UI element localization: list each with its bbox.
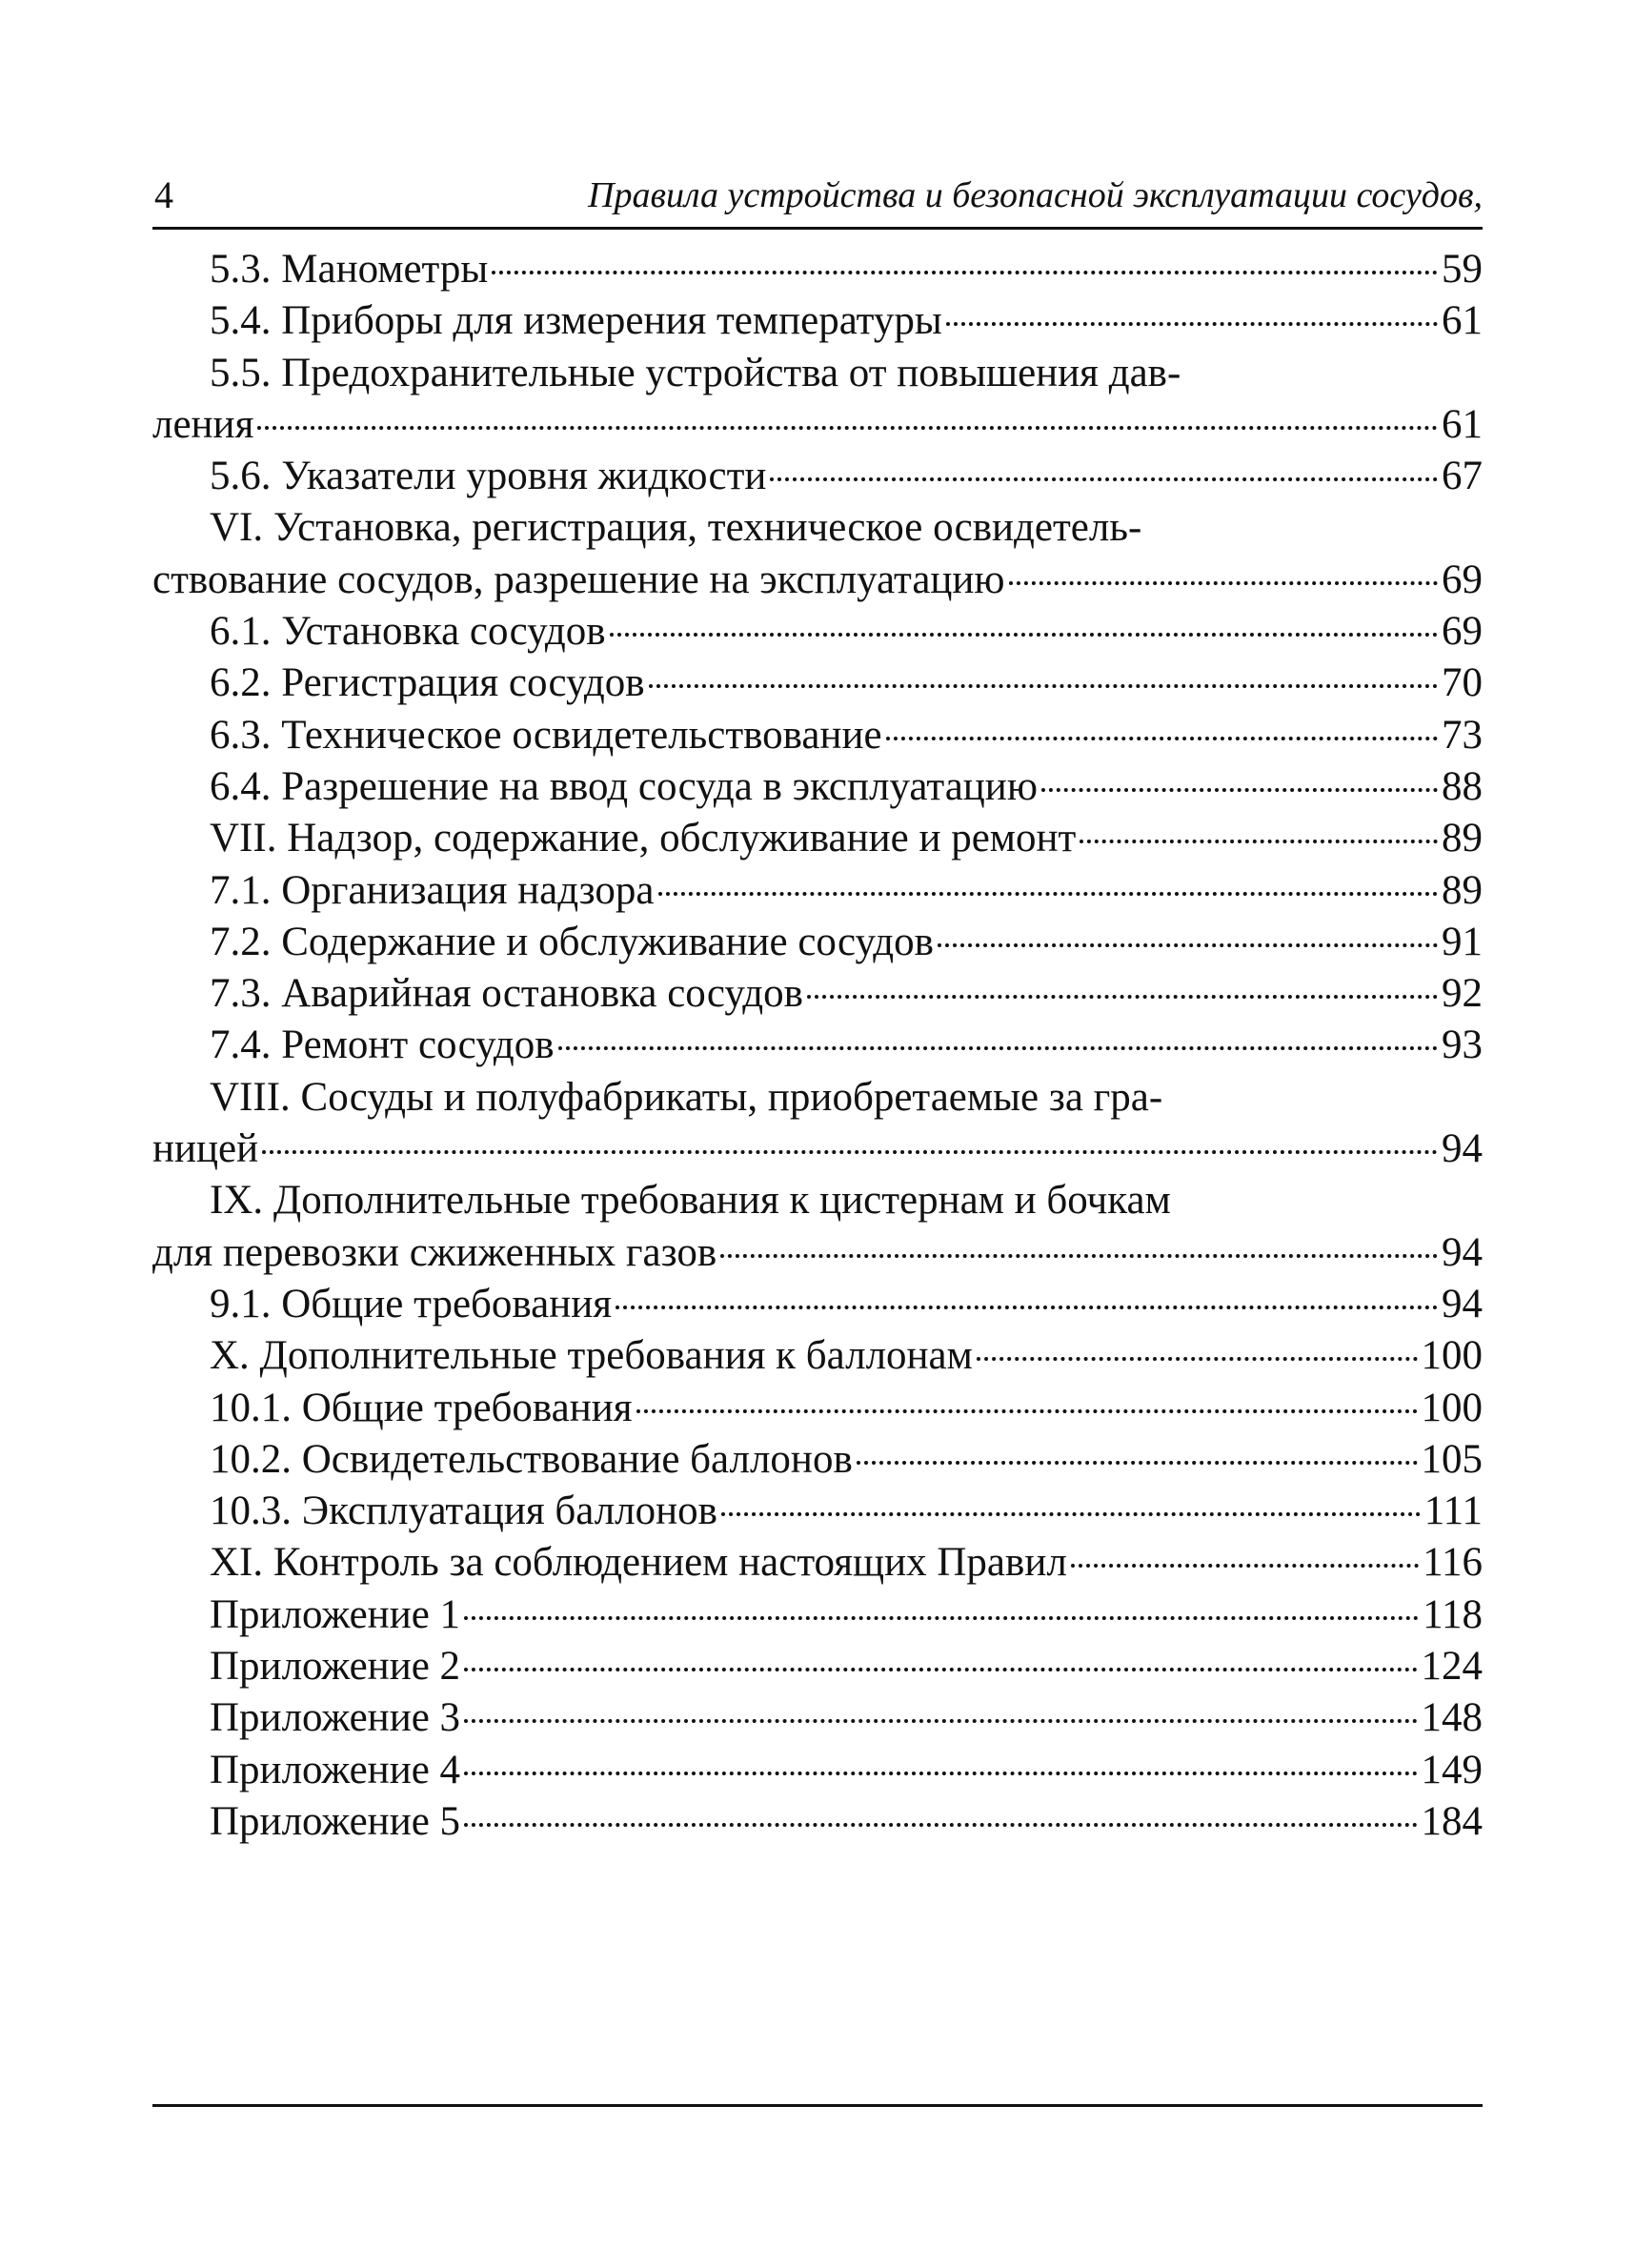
toc-entry-title: VIII. Сосуды и полуфабрикаты, приобретаемые за гра- bbox=[210, 1074, 1163, 1120]
toc-page-number: 61 bbox=[1442, 401, 1483, 447]
toc-entry bbox=[152, 1537, 1483, 1589]
toc-entry-continuation bbox=[152, 399, 1483, 451]
toc-entry-title: 7.4. Ремонт сосудов bbox=[210, 1023, 555, 1068]
toc-entry bbox=[152, 1330, 1483, 1382]
toc-entry-title: X. Дополнительные требования к баллонам bbox=[210, 1333, 973, 1379]
toc-entry-title: ствование сосудов, разрешение на эксплуатацию bbox=[152, 557, 1005, 602]
toc-entry-line bbox=[152, 1796, 1483, 1848]
toc-entry-title: 7.2. Содержание и обслуживание сосудов bbox=[210, 919, 934, 964]
toc-entry bbox=[152, 1486, 1483, 1537]
toc-entry bbox=[152, 761, 1483, 813]
toc-entry-line bbox=[152, 1641, 1483, 1692]
toc-entry-title: 7.1. Организация надзора bbox=[210, 867, 655, 913]
toc-entry bbox=[152, 917, 1483, 968]
toc-page-number: 70 bbox=[1442, 660, 1483, 706]
toc-entry-title: 10.2. Освидетельствование баллонов bbox=[210, 1436, 853, 1482]
toc-entry bbox=[152, 451, 1483, 502]
toc-page-number: 100 bbox=[1421, 1385, 1483, 1430]
toc-entry-title: 5.5. Предохранительные устройства от повышения дав- bbox=[210, 350, 1181, 395]
toc-entry-line bbox=[152, 1537, 1483, 1589]
toc-page-number: 116 bbox=[1423, 1540, 1483, 1586]
toc-entry-title: Приложение 1 bbox=[210, 1591, 461, 1637]
toc-entry-title: Приложение 2 bbox=[210, 1644, 461, 1690]
dot-leader bbox=[807, 995, 1438, 999]
toc-entry-title: XI. Контроль за соблюдением настоящих Правил bbox=[210, 1540, 1067, 1586]
toc-page-number: 105 bbox=[1421, 1436, 1483, 1482]
dot-leader bbox=[1071, 1564, 1419, 1568]
dot-leader bbox=[464, 1668, 1417, 1671]
toc-page-number: 89 bbox=[1442, 867, 1483, 913]
toc-entry bbox=[152, 1692, 1483, 1744]
toc-entry-line bbox=[152, 865, 1483, 917]
toc-entry-title: Приложение 4 bbox=[210, 1747, 461, 1792]
toc-page-number: 94 bbox=[1442, 1126, 1483, 1172]
toc-page-number: 59 bbox=[1442, 247, 1483, 292]
toc-entry-title: 6.1. Установка сосудов bbox=[210, 609, 606, 655]
toc-entry-line bbox=[152, 761, 1483, 813]
toc-entry-line bbox=[152, 1590, 1483, 1641]
dot-leader bbox=[616, 1306, 1438, 1309]
toc-entry-line bbox=[152, 1279, 1483, 1330]
dot-leader bbox=[257, 426, 1438, 430]
dot-leader bbox=[464, 1719, 1417, 1723]
toc-entry bbox=[152, 1279, 1483, 1330]
toc-entry bbox=[152, 502, 1483, 606]
dot-leader bbox=[720, 1254, 1438, 1258]
dot-leader bbox=[938, 943, 1438, 947]
dot-leader bbox=[770, 477, 1438, 481]
toc-page-number: 148 bbox=[1421, 1695, 1483, 1741]
toc-entry bbox=[152, 1590, 1483, 1641]
toc-entry bbox=[152, 1072, 1483, 1176]
dot-leader bbox=[658, 892, 1439, 896]
toc-entry-title: 6.4. Разрешение на ввод сосуда в эксплуатацию bbox=[210, 763, 1038, 809]
toc-entry-line bbox=[152, 348, 1483, 399]
toc-entry-line bbox=[152, 1434, 1483, 1486]
toc-entry-line bbox=[152, 813, 1483, 864]
toc-page-number: 93 bbox=[1442, 1023, 1483, 1068]
toc-page-number: 61 bbox=[1442, 298, 1483, 344]
page-header bbox=[152, 172, 1483, 230]
toc-entry bbox=[152, 1383, 1483, 1434]
toc-entry-title: для перевозки сжиженных газов bbox=[152, 1229, 717, 1275]
dot-leader bbox=[610, 633, 1438, 637]
toc-entry bbox=[152, 865, 1483, 917]
toc-entry-line bbox=[152, 710, 1483, 761]
toc-entry-title: ницей bbox=[152, 1126, 259, 1172]
toc-entry-title: 10.1. Общие требования bbox=[210, 1385, 633, 1430]
toc-entry-line bbox=[152, 1692, 1483, 1744]
footer-rule bbox=[152, 2104, 1483, 2107]
toc-entry bbox=[152, 1175, 1483, 1279]
toc-page-number: 94 bbox=[1442, 1229, 1483, 1275]
toc-entry-title: IX. Дополнительные требования к цистернам и бочкам bbox=[210, 1178, 1171, 1224]
toc-entry bbox=[152, 244, 1483, 295]
page-number: 4 bbox=[154, 173, 173, 216]
toc-entry-line bbox=[152, 968, 1483, 1020]
dot-leader bbox=[492, 271, 1438, 274]
toc-entry bbox=[152, 606, 1483, 658]
running-title: Правила устройства и безопасной эксплуатации сосудов, bbox=[588, 175, 1483, 215]
toc-entry-title: ления bbox=[152, 401, 254, 447]
toc-entry-title: 6.3. Техническое освидетельствование bbox=[210, 712, 882, 758]
toc-entry bbox=[152, 813, 1483, 864]
toc-entry-title: 6.2. Регистрация сосудов bbox=[210, 660, 645, 706]
toc-entry-title: Приложение 3 bbox=[210, 1695, 461, 1741]
toc-entry-title: VI. Установка, регистрация, техническое освидетель- bbox=[210, 505, 1142, 551]
dot-leader bbox=[1009, 581, 1438, 585]
toc-entry-line bbox=[152, 1486, 1483, 1537]
toc-entry bbox=[152, 1434, 1483, 1486]
toc-entry-title: VII. Надзор, содержание, обслуживание и ремонт bbox=[210, 816, 1077, 861]
toc-entry bbox=[152, 348, 1483, 452]
toc-page-number: 89 bbox=[1442, 816, 1483, 861]
toc-entry-line bbox=[152, 295, 1483, 347]
toc-page-number: 92 bbox=[1442, 971, 1483, 1017]
toc-entry-title: 5.3. Манометры bbox=[210, 247, 489, 292]
toc-page-number: 100 bbox=[1421, 1333, 1483, 1379]
toc-entry-title: 7.3. Аварийная остановка сосудов bbox=[210, 971, 803, 1017]
dot-leader bbox=[464, 1772, 1417, 1775]
dot-leader bbox=[649, 684, 1438, 688]
toc-entry-line bbox=[152, 1072, 1483, 1124]
toc-page-number: 149 bbox=[1421, 1747, 1483, 1792]
toc-entry-title: 10.3. Эксплуатация баллонов bbox=[210, 1488, 717, 1534]
dot-leader bbox=[1041, 788, 1438, 792]
toc-page-number: 67 bbox=[1442, 454, 1483, 499]
toc-entry-continuation bbox=[152, 1124, 1483, 1175]
dot-leader bbox=[857, 1461, 1418, 1465]
toc-entry-continuation bbox=[152, 1227, 1483, 1279]
dot-leader bbox=[946, 322, 1438, 326]
toc-entry bbox=[152, 1796, 1483, 1848]
toc-entry bbox=[152, 1641, 1483, 1692]
toc-entry bbox=[152, 1745, 1483, 1796]
toc-entry bbox=[152, 710, 1483, 761]
dot-leader bbox=[636, 1409, 1418, 1413]
toc-entry-title: Приложение 5 bbox=[210, 1798, 461, 1844]
table-of-contents bbox=[152, 244, 1483, 1848]
dot-leader bbox=[262, 1150, 1438, 1154]
toc-entry-line bbox=[152, 1745, 1483, 1796]
toc-entry-continuation bbox=[152, 555, 1483, 606]
dot-leader bbox=[464, 1616, 1419, 1620]
toc-entry bbox=[152, 1020, 1483, 1071]
toc-page-number: 124 bbox=[1421, 1644, 1483, 1690]
dot-leader bbox=[977, 1357, 1418, 1361]
toc-entry-line bbox=[152, 658, 1483, 709]
dot-leader bbox=[721, 1512, 1421, 1516]
toc-entry-line bbox=[152, 1175, 1483, 1226]
toc-entry-title: 5.6. Указатели уровня жидкости bbox=[210, 454, 767, 499]
dot-leader bbox=[464, 1823, 1417, 1827]
toc-entry bbox=[152, 658, 1483, 709]
toc-page-number: 118 bbox=[1423, 1591, 1483, 1637]
toc-entry-line bbox=[152, 606, 1483, 658]
toc-page-number: 184 bbox=[1421, 1798, 1483, 1844]
toc-entry bbox=[152, 968, 1483, 1020]
toc-entry-line bbox=[152, 1330, 1483, 1382]
toc-entry-title: 9.1. Общие требования bbox=[210, 1281, 613, 1326]
toc-page-number: 111 bbox=[1423, 1488, 1483, 1534]
toc-entry-line bbox=[152, 244, 1483, 295]
toc-entry-line bbox=[152, 451, 1483, 502]
dot-leader bbox=[1080, 840, 1438, 843]
toc-page-number: 91 bbox=[1442, 919, 1483, 964]
toc-entry bbox=[152, 295, 1483, 347]
toc-entry-line bbox=[152, 1383, 1483, 1434]
toc-page-number: 94 bbox=[1442, 1281, 1483, 1326]
toc-page-number: 69 bbox=[1442, 609, 1483, 655]
toc-entry-line bbox=[152, 1020, 1483, 1071]
toc-entry-line bbox=[152, 502, 1483, 554]
toc-entry-line bbox=[152, 917, 1483, 968]
toc-page-number: 69 bbox=[1442, 557, 1483, 602]
toc-entry-title: 5.4. Приборы для измерения температуры bbox=[210, 298, 942, 344]
dot-leader bbox=[886, 737, 1438, 740]
dot-leader bbox=[558, 1046, 1438, 1050]
toc-page-number: 88 bbox=[1442, 763, 1483, 809]
toc-page-number: 73 bbox=[1442, 712, 1483, 758]
